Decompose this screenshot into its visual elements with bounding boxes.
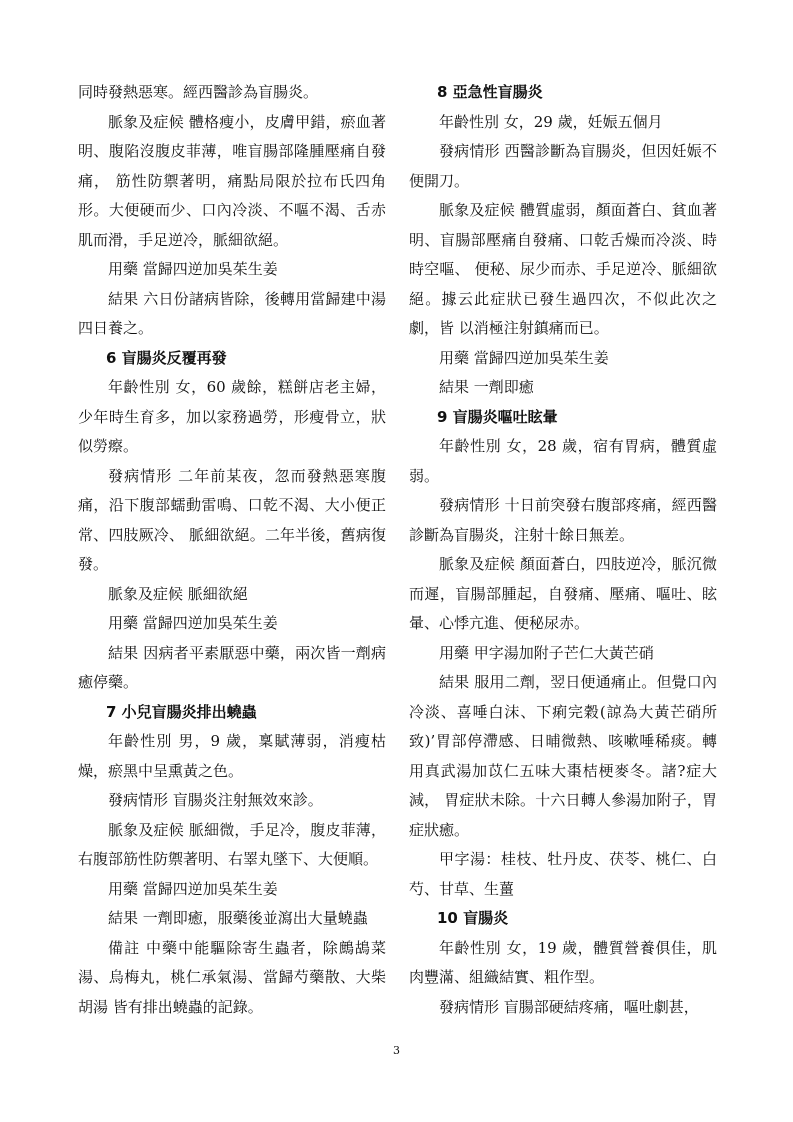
paragraph: 結果 因病者平素厭惡中藥，兩次皆一劑病癒停藥。 xyxy=(78,643,386,691)
left-column xyxy=(78,78,386,1022)
paragraph: 發病情形 盲腸部硬結疼痛，嘔吐劇甚， xyxy=(439,997,699,1016)
paragraph: 發病情形 十日前突發右腹部疼痛，經西醫診斷為盲腸炎，注射十餘日無差。 xyxy=(409,496,717,544)
paragraph: 脈象及症候 體格瘦小，皮膚甲錯，瘀血著明、腹陷沒腹皮菲薄，唯盲腸部隆腫壓痛自發痛， 筋性防禦著明，痛點局限於拉布氏四角形。大便硬而少、口內冷淡、不嘔不渴、舌赤肌而滑，手足逆冷，脈細欲絕。 xyxy=(78,112,386,249)
paragraph: 年齡性別 女，29 歲，妊娠五個月 xyxy=(439,112,663,131)
paragraph: 發病情形 西醫診斷為盲腸炎，但因妊娠不便開刀。 xyxy=(409,142,717,190)
paragraph: 用藥 當歸四逆加吳茱生姜 xyxy=(108,879,278,898)
paragraph: 年齡性別 男，9 歲，稟賦薄弱，消瘦枯燥，瘀黑中呈熏黃之色。 xyxy=(78,732,386,780)
paragraph: 脈象及症候 脈細欲絕 xyxy=(108,584,248,603)
paragraph: 用藥 當歸四逆加吳茱生姜 xyxy=(108,614,278,632)
paragraph: 年齡性別 女，60 歲餘，糕餅店老主婦，少年時生育多，加以家務過勞，形瘦骨立，狀似勞瘵。 xyxy=(78,378,386,455)
paragraph: 用藥 甲字湯加附子芒仁大黃芒硝 xyxy=(439,643,654,662)
page-number: 3 xyxy=(393,1044,400,1057)
paragraph: 備註 中藥中能驅除寄生蟲者，除鷓鴣菜湯、烏梅丸，桃仁承氣湯、當歸芍藥散、大柴胡湯 皆有排出蟯蟲的記錄。 xyxy=(78,938,386,1016)
paragraph: 甲字湯：桂枝、牡丹皮、茯苓、桃仁、白芍、甘草、生薑 xyxy=(409,850,717,898)
paragraph: 年齡性別 女，28 歲，宿有胃病，體質虛弱。 xyxy=(409,437,717,485)
paragraph: 脈象及症候 體質虛弱，顏面蒼白、貧血著明、盲腸部壓痛自發痛、口乾舌燥而冷淡、時時空嘔、 便秘、尿少而赤、手足逆冷、脈細欲絕。據云此症狀已發生過四次，不似此次之劇，皆 以消極注射鎮痛而已。 xyxy=(409,201,717,337)
paragraph: 年齡性別 女，19 歲，體質營養俱佳，肌肉豐滿、組織結實、粗作型。 xyxy=(409,938,717,986)
paragraph: 結果 一劑即癒 xyxy=(439,378,534,396)
section-heading: 9 盲腸炎嘔吐眩暈 xyxy=(437,407,558,426)
paragraph: 用藥 當歸四逆加吳茱生姜 xyxy=(108,260,278,278)
paragraph: 發病情形 二年前某夜，忽而發熱惡寒腹痛，沿下腹部蠕動雷鳴、口乾不渴、大小便正常、四肢厥冷、 脈細欲絕。二年半後，舊病復發。 xyxy=(78,466,386,573)
section-heading: 6 盲腸炎反覆再發 xyxy=(106,348,227,367)
section-heading: 8 亞急性盲腸炎 xyxy=(437,83,543,101)
paragraph: 發病情形 盲腸炎注射無效來診。 xyxy=(108,791,323,809)
paragraph: 結果 六日份諸病皆除，後轉用當歸建中湯四日養之。 xyxy=(78,289,386,337)
paragraph: 脈象及症候 顏面蒼白，四肢逆冷，脈沉微而遲，盲腸部腫起，自發痛、壓痛、嘔吐、眩暈、心悸亢進、便秘尿赤。 xyxy=(409,555,717,632)
paragraph: 同時發熱惡寒。經西醫診為盲腸炎。 xyxy=(78,83,319,101)
paragraph: 結果 一劑即癒，服藥後並瀉出大量蟯蟲 xyxy=(108,909,368,927)
paragraph: 結果 服用二劑，翌日便通痛止。但覺口內冷淡、喜唾白沫、下痢完穀(諒為大黃芒硝所致)’胃部停滯感、日晡微熱、咳嗽唾稀痰。轉用真武湯加苡仁五味大棗桔梗麥冬。諸?症大減， 胃症狀未除。十六日轉人參湯加附子，胃症狀癒。 xyxy=(409,673,717,839)
section-heading: 7 小兒盲腸炎排出蟯蟲 xyxy=(106,702,257,721)
right-column xyxy=(409,78,717,1022)
section-heading: 10 盲腸炎 xyxy=(437,909,509,927)
paragraph: 用藥 當歸四逆加吳茱生姜 xyxy=(439,348,609,367)
paragraph: 脈象及症候 脈細微，手足冷，腹皮菲薄，右腹部筋性防禦著明、右睪丸墜下、大便順。 xyxy=(78,820,386,868)
